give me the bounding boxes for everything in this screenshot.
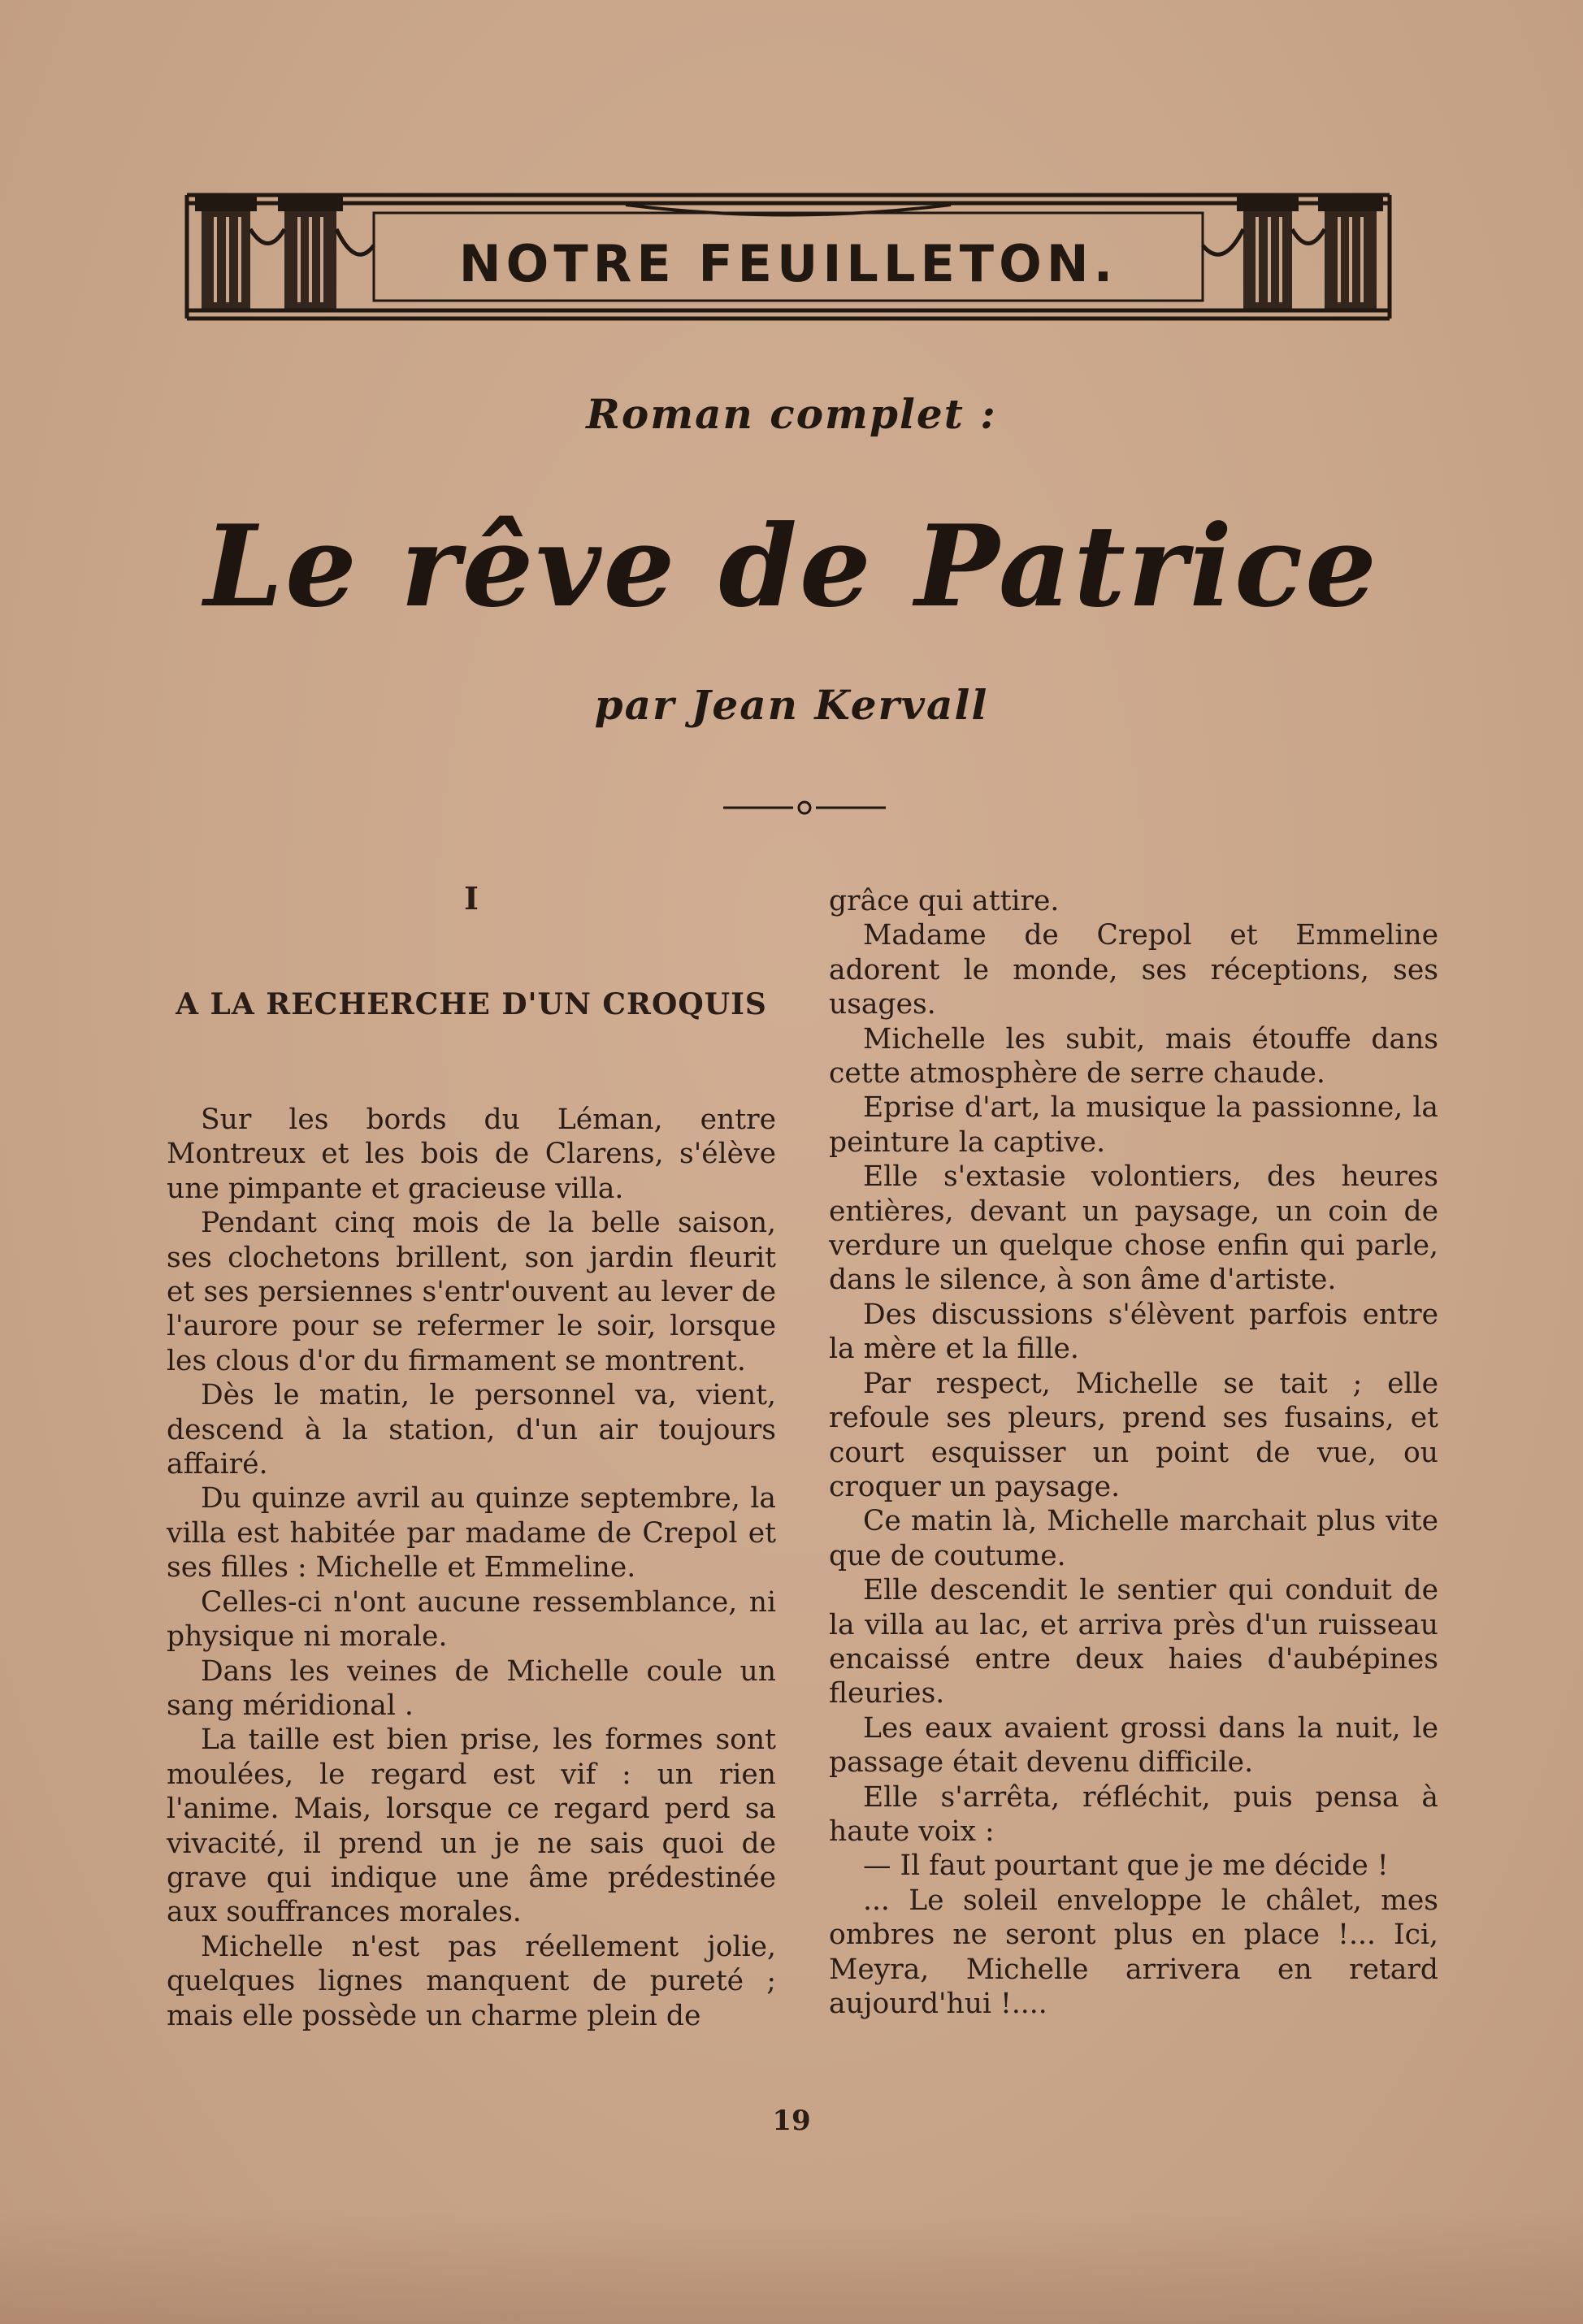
- paragraph: Elle s'extasie volontiers, des heures entières, devant un paysage, un coin de verdure un quelque chose enfin qui parle, dans le silence, à son âme d'artiste.: [829, 1160, 1438, 1297]
- paragraph: Eprise d'art, la musique la passionne, la peinture la captive.: [829, 1091, 1438, 1159]
- subtitle: Roman complet :: [586, 390, 997, 438]
- chapter-number: I: [464, 880, 479, 917]
- banner-title: NOTRE FEUILLETON.: [458, 234, 1118, 293]
- paragraph: Par respect, Michelle se tait ; elle refoule ses pleurs, prend ses fusains, et court esquisser un point de vue, ou croquer un paysage.: [829, 1367, 1438, 1503]
- paragraph: Des discussions s'élèvent parfois entre la mère et la fille.: [829, 1298, 1438, 1366]
- paragraph: Elle descendit le sentier qui conduit de la villa au lac, et arriva près d'un ruisseau encaissé entre deux haies d'aubépines fleuries.: [829, 1574, 1438, 1710]
- paragraph: Michelle n'est pas réellement jolie, quelques lignes manquent de pureté ; mais elle possède un charme plein de: [167, 1930, 776, 2032]
- divider-ornament-icon: [723, 798, 886, 817]
- paragraph: — Il faut pourtant que je me décide !: [863, 1849, 1389, 1883]
- paragraph: Michelle les subit, mais étouffe dans cette atmosphère de serre chaude.: [829, 1022, 1438, 1090]
- paragraph: Dès le matin, le personnel va, vient, descend à la station, d'un air toujours affairé.: [167, 1379, 776, 1481]
- paragraph: Du quinze avril au quinze septembre, la villa est habitée par madame de Crepol et ses filles : Michelle et Emmeline.: [167, 1482, 776, 1585]
- paragraph: Sur les bords du Léman, entre Montreux et les bois de Clarens, s'élève une pimpante et gracieuse villa.: [167, 1103, 776, 1205]
- paragraph: Madame de Crepol et Emmeline adorent le monde, ses réceptions, ses usages.: [829, 919, 1438, 1021]
- page-number: 19: [772, 2105, 811, 2137]
- paragraph: Pendant cinq mois de la belle saison, ses clochetons brillent, son jardin fleurit et ses persiennes s'entr'ouvent au lever de l'aurore pour se refermer le soir, lorsque les clous d'or du firmament se montrent.: [167, 1207, 776, 1377]
- chapter-title: A LA RECHERCHE D'UN CROQUIS: [176, 987, 767, 1021]
- paragraph: grâce qui attire.: [829, 885, 1060, 917]
- paragraph: Dans les veines de Michelle coule un sang méridional .: [167, 1654, 776, 1722]
- byline: par Jean Kervall: [594, 681, 989, 729]
- paragraph: La taille est bien prise, les formes sont moulées, le regard est vif : un rien l'anime. Mais, lorsque ce regard perd sa vivacité, il prend un je ne sais quoi de grave qui indique une âme prédestinée aux souffrances morales.: [167, 1723, 776, 1929]
- paragraph: ... Le soleil enveloppe le châlet, mes ombres ne seront plus en place !... Ici, Meyra, Michelle arrivera en retard aujourd'hui !....: [829, 1884, 1438, 2020]
- feuilleton-banner: [171, 180, 1406, 335]
- column-right: [829, 884, 1438, 2021]
- paragraph: Ce matin là, Michelle marchait plus vite que de coutume.: [829, 1505, 1438, 1572]
- paragraph: Les eaux avaient grossi dans la nuit, le passage était devenu difficile.: [829, 1711, 1438, 1780]
- paragraph: Elle s'arrêta, réfléchit, puis pensa à haute voix :: [829, 1780, 1438, 1848]
- page-title: Le rêve de Patrice: [204, 500, 1379, 632]
- paragraph: Celles-ci n'ont aucune ressemblance, ni physique ni morale.: [167, 1585, 776, 1654]
- column-left: [167, 882, 776, 2033]
